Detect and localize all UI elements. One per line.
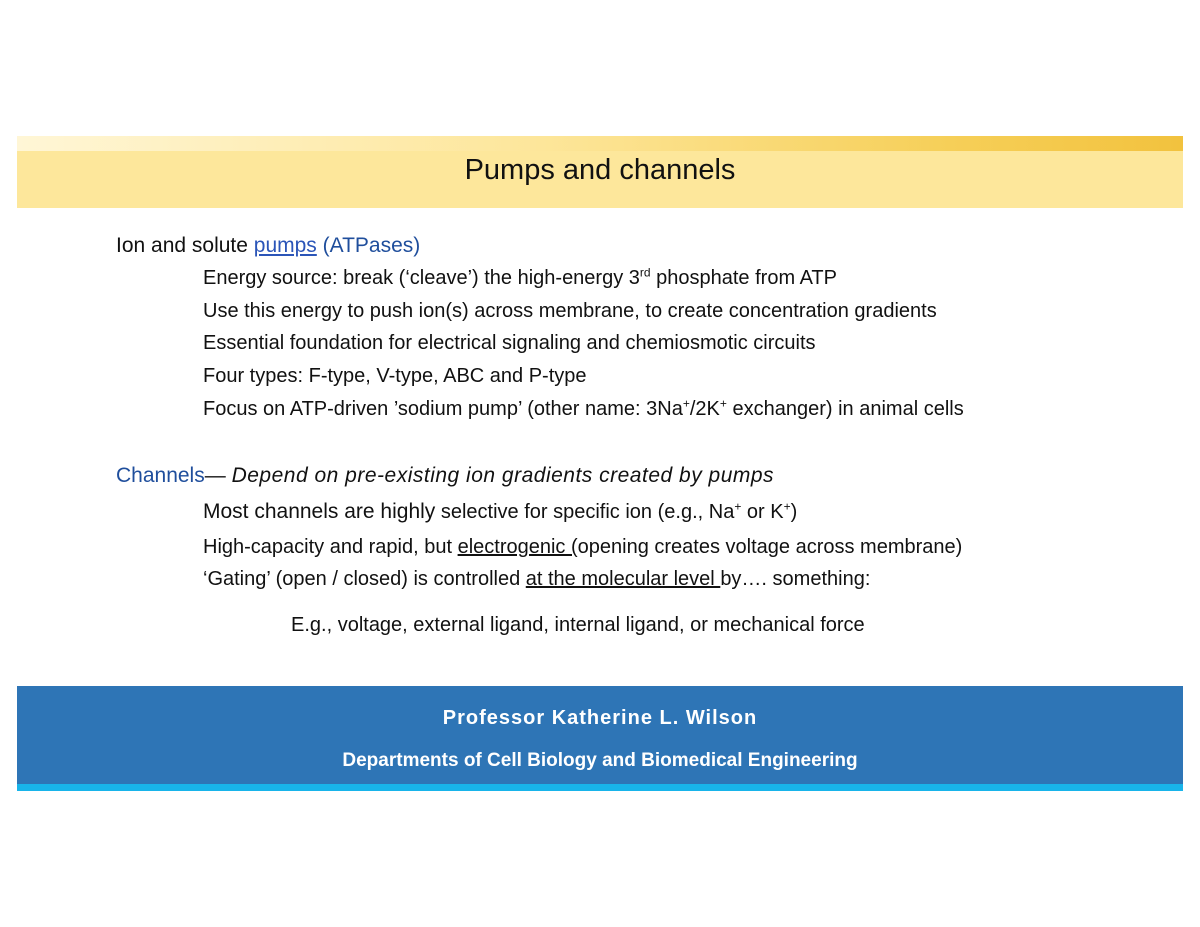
sodium-pump-sup-k: + bbox=[719, 396, 727, 411]
channels-heading-italic: Depend on pre-existing ion gradients created by pumps bbox=[231, 464, 775, 487]
sodium-pump-text: Focus on ATP-driven ’sodium pump’ (other name: 3Na bbox=[203, 398, 683, 420]
channels-bullet-selective-text: selective for specific ion (e.g., Na bbox=[435, 501, 735, 523]
pumps-bullet-four-types: Four types: F-type, V-type, ABC and P-type bbox=[203, 365, 587, 387]
channels-bullet-gating bbox=[203, 566, 870, 592]
electrogenic-post: opening creates voltage across membrane) bbox=[577, 536, 963, 558]
channels-sup-k: + bbox=[783, 499, 791, 514]
pumps-link[interactable]: pumps bbox=[253, 234, 317, 257]
pumps-bullet-energy-source-sup: rd bbox=[639, 265, 651, 280]
pumps-bullet-energy-source-text: Energy source: break (‘cleave’) the high-energy 3 bbox=[203, 267, 640, 289]
sodium-pump-sup-na: + bbox=[682, 396, 690, 411]
sodium-pump-end: exchanger) in animal cells bbox=[726, 398, 964, 420]
channels-bullet-electrogenic bbox=[203, 534, 962, 560]
electrogenic-pre: High-capacity and rapid, but bbox=[203, 536, 458, 558]
channels-bullet-selective bbox=[203, 499, 797, 525]
pumps-bullet-energy-source-end: phosphate from ATP bbox=[650, 267, 837, 289]
title-band-accent bbox=[17, 136, 1183, 151]
pumps-bullet-use-energy: Use this energy to push ion(s) across membrane, to create concentration gradients bbox=[203, 300, 937, 322]
pumps-bullet-sodium-pump bbox=[203, 396, 964, 422]
footer-accent-bar bbox=[17, 784, 1183, 791]
channels-bullet-selective-lead: Most channels are highly bbox=[203, 500, 436, 523]
pumps-bullet-foundation: Essential foundation for electrical signaling and chemiosmotic circuits bbox=[203, 332, 816, 354]
channels-heading bbox=[116, 463, 774, 489]
gating-underlined: at the molecular level bbox=[525, 568, 721, 590]
gating-pre: ‘Gating’ (open / closed) is controlled bbox=[203, 568, 526, 590]
pumps-bullet-energy-source bbox=[203, 265, 837, 291]
page-title: Pumps and channels bbox=[464, 154, 736, 186]
electrogenic-underlined: electrogenic ( bbox=[457, 536, 578, 558]
channels-bullet-or-k: or K bbox=[741, 501, 784, 523]
channels-heading-label: Channels bbox=[116, 464, 205, 487]
pumps-heading-suffix: (ATPases) bbox=[316, 234, 421, 257]
channels-sup-na: + bbox=[734, 499, 742, 514]
sodium-pump-k: /2K bbox=[689, 398, 720, 420]
footer-professor-name: Professor Katherine L. Wilson bbox=[442, 707, 758, 729]
channels-example: E.g., voltage, external ligand, internal ligand, or mechanical force bbox=[291, 614, 865, 636]
gating-post: by…. something: bbox=[720, 568, 871, 590]
pumps-heading-prefix: Ion and solute bbox=[116, 234, 254, 257]
pumps-heading bbox=[116, 233, 420, 259]
footer-department: Departments of Cell Biology and Biomedical Engineering bbox=[342, 750, 858, 771]
channels-bullet-close: ) bbox=[790, 501, 798, 523]
channels-heading-dash: — bbox=[204, 464, 232, 487]
